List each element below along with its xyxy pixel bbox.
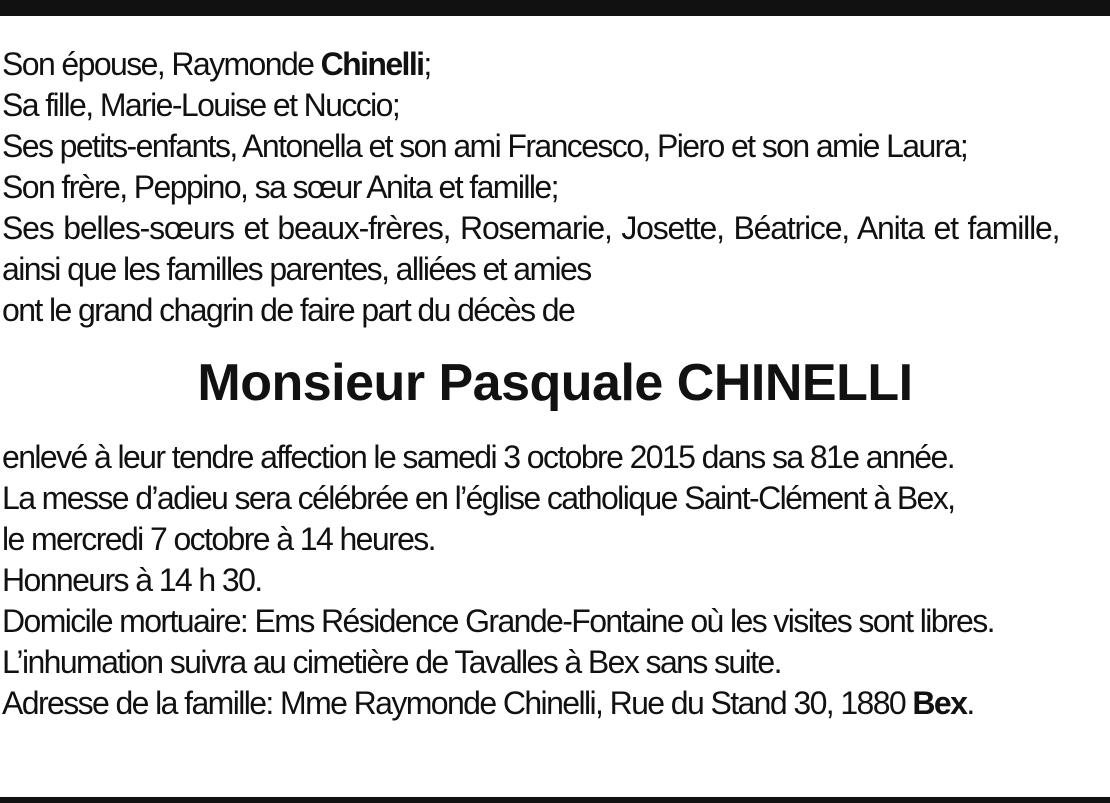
top-rule [0, 0, 1110, 16]
family-line-in-laws: Ses belles-sœurs et beaux-frères, Rosemarie, Josette, Béatrice, Anita et famille, [2, 210, 1060, 246]
detail-line-burial: L’inhumation suivra au cimetière de Tavalles à Bex sans suite. [2, 644, 781, 680]
bottom-rule [0, 797, 1110, 803]
address-town: Bex [912, 685, 967, 721]
family-line-spouse [2, 44, 1108, 85]
address-text: Adresse de la famille: Mme Raymonde Chinelli, Rue du Stand 30, 1880 [2, 685, 913, 721]
family-line-relatives: ainsi que les familles parentes, alliées et amies [2, 251, 591, 287]
detail-line-residence: Domicile mortuaire: Ems Résidence Grande-Fontaine où les visites sont libres. [2, 603, 994, 639]
detail-line-mass-time: le mercredi 7 octobre à 14 heures. [2, 521, 435, 557]
detail-line-honours: Honneurs à 14 h 30. [2, 562, 262, 598]
family-line-daughter: Sa fille, Marie-Louise et Nuccio; [2, 87, 400, 123]
family-line-grandchildren: Ses petits-enfants, Antonella et son ami Francesco, Piero et son amie Laura; [2, 128, 968, 164]
spouse-punctuation: ; [423, 46, 431, 82]
spouse-surname: Chinelli [320, 46, 424, 82]
spouse-text: Son épouse, Raymonde [2, 46, 321, 82]
family-line-siblings: Son frère, Peppino, sa sœur Anita et famille; [2, 169, 558, 205]
detail-line-death-date: enlevé à leur tendre affection le samedi 3 octobre 2015 dans sa 81e année. [2, 439, 954, 475]
death-notice [2, 44, 1108, 724]
deceased-name: Monsieur Pasquale CHINELLI [197, 354, 913, 412]
address-punctuation: . [966, 685, 974, 721]
detail-line-address [2, 683, 1108, 724]
detail-line-mass: La messe d’adieu sera célébrée en l’église catholique Saint-Clément à Bex, [2, 480, 955, 516]
family-line-announcement: ont le grand chagrin de faire part du décès de [2, 292, 575, 328]
